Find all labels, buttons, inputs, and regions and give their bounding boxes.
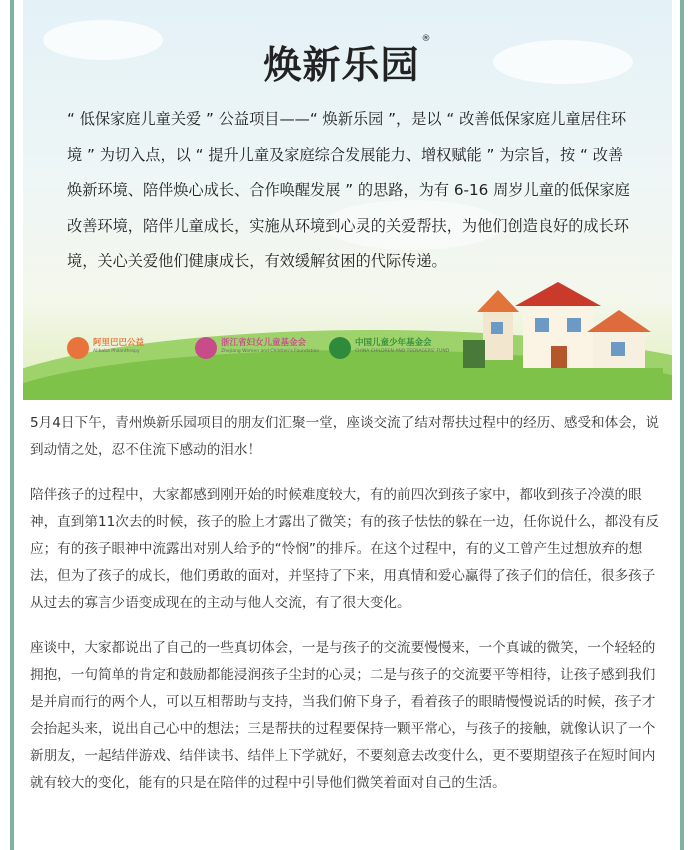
sponsor-name: 阿里巴巴公益 [93,338,145,348]
article-body [30,410,666,815]
sponsor-english-name: CHINA CHILDREN AND TEENAGERS' FUND [355,349,450,354]
sponsor-name: 浙江省妇女儿童基金会 [221,338,307,348]
alibaba-philanthropy-icon [67,337,89,359]
sponsor-english-name: Alibaba Philanthropy [93,349,140,354]
article-paragraph: 座谈中，大家都说出了自己的一些真切体会，一是与孩子的交流要慢慢来，一个真诚的微笑，一个轻轻的拥抱，一句简单的肯定和鼓励都能浸润孩子尘封的心灵；二是与孩子的交流要平等相待，让孩子感到我们是并肩而行的两个人，可以互相帮助与支持，当我们俯下身子，看着孩子的眼睛慢慢说话的时候，孩子才会抬起头来，说出自己心中的想法；三是帮扶的过程要保持一颗平常心，与孩子的接触，就像认识了一个新朋友，一起结伴游戏、结伴读书、结伴上下学就好，不要刻意去改变什么，更不要期望孩子在短时间内就有较大的变化，能有的只是在陪伴的过程中引导他们微笑着面对自己的生活。 [30,640,656,791]
left-frame-border [10,0,14,850]
project-intro: “ 低保家庭儿童关爱 ” 公益项目——“ 焕新乐园 ”，是以 “ 改善低保家庭儿童居住环境 ” 为切入点，以 “ 提升儿童及家庭综合发展能力、增权赋能 ” 为宗旨，按 “ 改善焕新环境、陪伴焕心成长、合作唤醒发展 ” 的思路，为有 6-16 周岁儿童的低保家庭改善环境，陪伴儿童成长，实施从环境到心灵的关爱帮扶，为他们创造良好的成长环境，关心关爱他们健康成长，有效缓解贫困的代际传递。 [67,110,630,270]
registered-mark: ® [421,34,432,44]
article-paragraph: 陪伴孩子的过程中，大家都感到刚开始的时候难度较大，有的前四次到孩子家中，都收到孩子冷漠的眼神，直到第11次去的时候，孩子的脸上才露出了微笑；有的孩子怯怯的躲在一边，任你说什么，都没有反应；有的孩子眼神中流露出对别人给予的“怜悯”的排斥。在这个过程中，有的义工曾产生过想放弃的想法，但为了孩子的成长，他们勇敢的面对，并坚持了下来，用真情和爱心赢得了孩子们的信任，很多孩子从过去的寡言少语变成现在的主动与他人交流，有了很大变化。 [30,487,660,611]
sponsor-logos [67,333,450,363]
right-frame-border [680,0,684,850]
sponsor-english-name: Zhejiang Women and Children's Foundation [221,349,320,354]
banner-image [23,0,672,400]
houses-illustration [463,280,663,390]
sponsor-name: 中国儿童少年基金会 [355,338,432,348]
logo-text: 焕新乐园 [263,43,420,87]
article-paragraph: 5月4日下午，青州焕新乐园项目的朋友们汇聚一堂，座谈交流了结对帮扶过程中的经历、感受和体会，说到动情之处，忍不住流下感动的泪水！ [30,415,660,458]
brand-logo [23,34,672,89]
china-children-fund-icon [329,337,351,359]
zhejiang-foundation-icon [195,337,217,359]
